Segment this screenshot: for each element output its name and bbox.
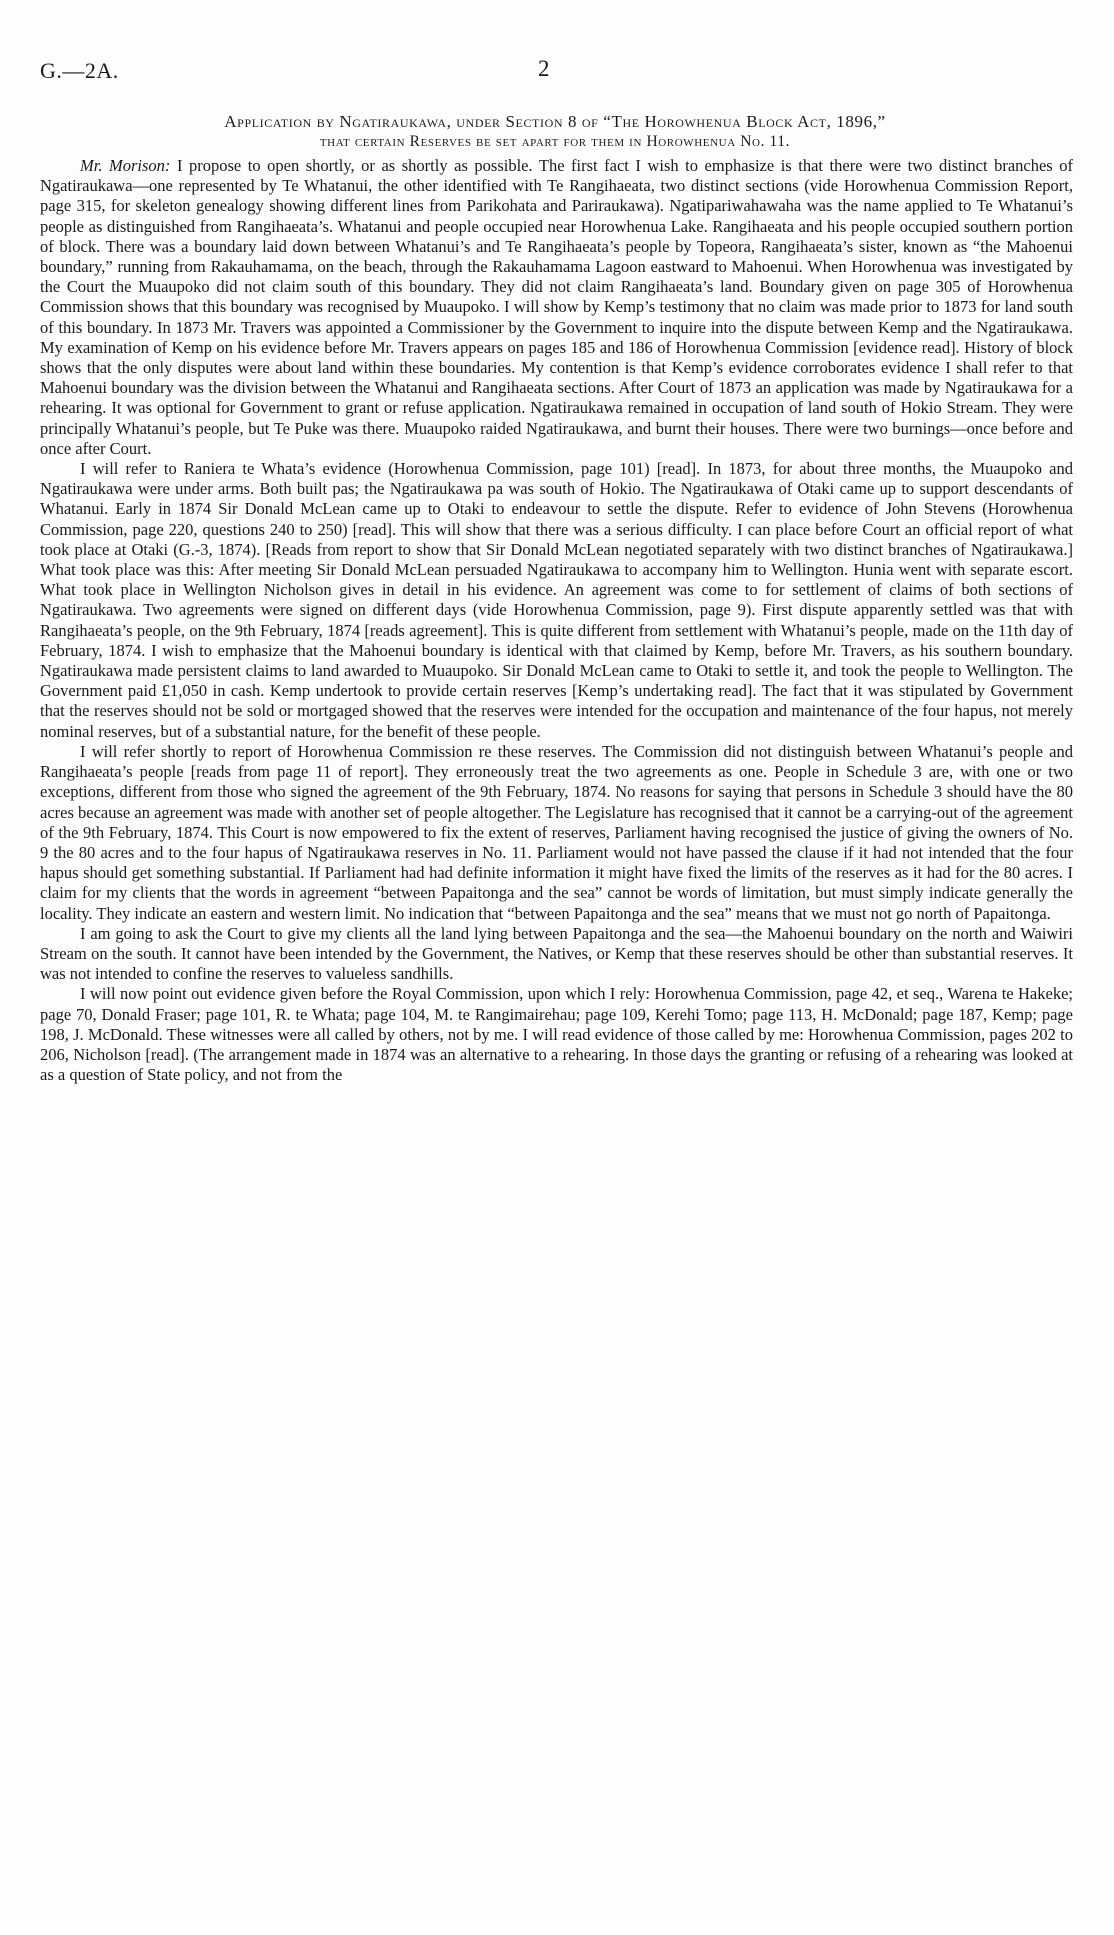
paragraph-3: [40, 742, 1073, 924]
section-title-line-2: that certain Reserves be set apart for them in Horowhenua No. 11.: [319, 133, 791, 150]
speaker-name: Mr. Morison:: [80, 156, 171, 175]
paragraph-text: I propose to open shortly, or as shortly as possible. The first fact I wish to emphasize is that there were two distinct branches of Ngatiraukawa—one represented by Te Whatanui, the other identified with Te Rangihaeata, two distinct sections (vide Horowhenua Commission Report, page 315, for skeleton genealogy showing different lines from Parikohata and Pariraukawa). Ngatipariwahawaha was the name applied to Te Whatanui’s people as distinguished from Rangihaeata’s. Whatanui and people occupied near Horowhenua Lake. Rangihaeata and his people occupied southern portion of block. There was a boundary laid down between Whatanui’s and Te Rangihaeata’s people by Topeora, Rangihaeata’s sister, known as “the Mahoenui boundary,” running from Rakauhamama, on the beach, through the Rakauhamama Lagoon eastward to Mahoenui. When Horowhenua was investigated by the Court the Muaupoko did not claim south of this boundary. They did not claim Rangihaeata’s land. Boundary given on page 305 of Horowhenua Commission shows that this boundary was recognised by Muaupoko. I will show by Kemp’s testimony that no claim was made prior to 1873 for land south of this boundary. In 1873 Mr. Travers was appointed a Commissioner by the Government to inquire into the dispute between Kemp and the Ngatiraukawa. My examination of Kemp on his evidence before Mr. Travers appears on pages 185 and 186 of Horowhenua Commission [evidence read]. History of block shows that the only disputes were about land within these boundaries. My contention is that Kemp’s evidence corroborates evidence I shall refer to that Mahoenui boundary was the division between the Whatanui and Rangihaeata sections. After Court of 1873 an application was made by Ngatiraukawa for a rehearing. It was optional for Government to grant or refuse application. Ngatiraukawa remained in occupation of land south of Hokio Stream. They were principally Whatanui’s people, but Te Puke was there. Muaupoko raided Ngatiraukawa, and burnt their houses. There were two burnings—once before and once after Court.: [40, 156, 1073, 458]
paragraph-text: I will refer shortly to report of Horowhenua Commission re these reserves. The Commission did not distinguish between Whatanui’s people and Rangihaeata’s people [reads from page 11 of report]. They erroneously treat the two agreements as one. People in Schedule 3 are, with one or two exceptions, different from those who signed the agreement of the 9th February, 1874. No reasons for saying that persons in Schedule 3 should have the 80 acres because an agreement was made with another set of people altogether. The Legislature has recognised that it cannot be a carrying-out of the agreement of the 9th February, 1874. This Court is now empowered to fix the extent of reserves, Parliament having recognised the justice of giving the owners of No. 9 the 80 acres and to the four hapus of Ngatiraukawa reserves in No. 11. Parliament would not have passed the clause if it had not intended that the four hapus should get something substantial. If Parliament had had definite information it might have fixed the limits of the reserves as it had for the 80 acres. I claim for my clients that the words in agreement “between Papaitonga and the sea” cannot be words of limitation, but must simply indicate generally the locality. They indicate an eastern and western limit. No indication that “between Papaitonga and the sea” means that we must not go north of Papaitonga.: [40, 741, 1073, 923]
paragraph-4: [40, 924, 1073, 985]
paragraph-text: I will now point out evidence given before the Royal Commission, upon which I rely: Horowhenua Commission, page 42, et seq., Warena te Hakeke; page 70, Donald Fraser; page 101, R. te Whata; page 104, M. te Rangimairehau; page 109, Kerehi Tomo; page 113, H. McDonald; page 187, Kemp; page 198, J. McDonald. These witnesses were all called by others, not by me. I will read evidence of those called by me: Horowhenua Commission, pages 202 to 206, Nicholson [read]. (The arrangement made in 1874 was an alternative to a rehearing. In those days the granting or refusing of a rehearing was looked at as a question of State policy, and not from the: [40, 984, 1073, 1085]
page-number: 2: [538, 56, 550, 81]
paragraph-1: [40, 156, 1073, 459]
document-reference: G.—2A.: [40, 58, 119, 83]
paragraph-text: I am going to ask the Court to give my clients all the land lying between Papaitonga and the sea—the Mahoenui boundary on the north and Waiwiri Stream on the south. It cannot have been intended by the Government, the Natives, or Kemp that these reserves should be other than substantial reserves. It was not intended to confine the reserves to valueless sandhills.: [40, 923, 1073, 984]
paragraph-text: I will refer to Raniera te Whata’s evidence (Horowhenua Commission, page 101) [read]. In 1873, for about three months, the Muaupoko and Ngatiraukawa were under arms. Both built pas; the Ngatiraukawa pa was south of Hokio. The Ngatiraukawa of Otaki came up to support descendants of Whatanui. Early in 1874 Sir Donald McLean came up to Otaki to endeavour to settle the dispute. Refer to evidence of John Stevens (Horowhenua Commission, page 220, questions 240 to 250) [read]. This will show that there was a serious difficulty. I can place before Court an official report of what took place at Otaki (G.-3, 1874). [Reads from report to show that Sir Donald McLean negotiated separately with two distinct branches of Ngatiraukawa.] What took place was this: After meeting Sir Donald McLean persuaded Ngatiraukawa to accompany him to Wellington. Hunia went with separate escort. What took place in Wellington Nicholson gives in detail in his evidence. An agreement was come to for settlement of claims of both sections of Ngatiraukawa. Two agreements were signed on different days (vide Horowhenua Commission, page 9). First dispute apparently settled was that with Rangihaeata’s people, on the 9th February, 1874 [reads agreement]. This is quite different from settlement with Whatanui’s people, made on the 11th day of February, 1874. I wish to emphasize that the Mahoenui boundary is identical with that claimed by Kemp, before Mr. Travers, as his southern boundary. Ngatiraukawa made persistent claims to land awarded to Muaupoko. Sir Donald McLean came to Otaki to settle it, and took the people to Wellington. The Government paid £1,050 in cash. Kemp undertook to provide certain reserves [Kemp’s undertaking read]. The fact that it was stipulated by Government that the reserves should not be sold or mortgaged showed that the reserves were intended for the occupation and maintenance of the four hapus, not merely nominal reserves, but of a substantial nature, for the benefit of these people.: [40, 459, 1073, 741]
paragraph-5: [40, 984, 1073, 1085]
section-title-line-1: Application by Ngatiraukawa, under Section 8 of “The Horowhenua Block Act, 1896,”: [224, 112, 886, 131]
paragraph-2: [40, 459, 1073, 742]
body-text: [40, 156, 1073, 1085]
